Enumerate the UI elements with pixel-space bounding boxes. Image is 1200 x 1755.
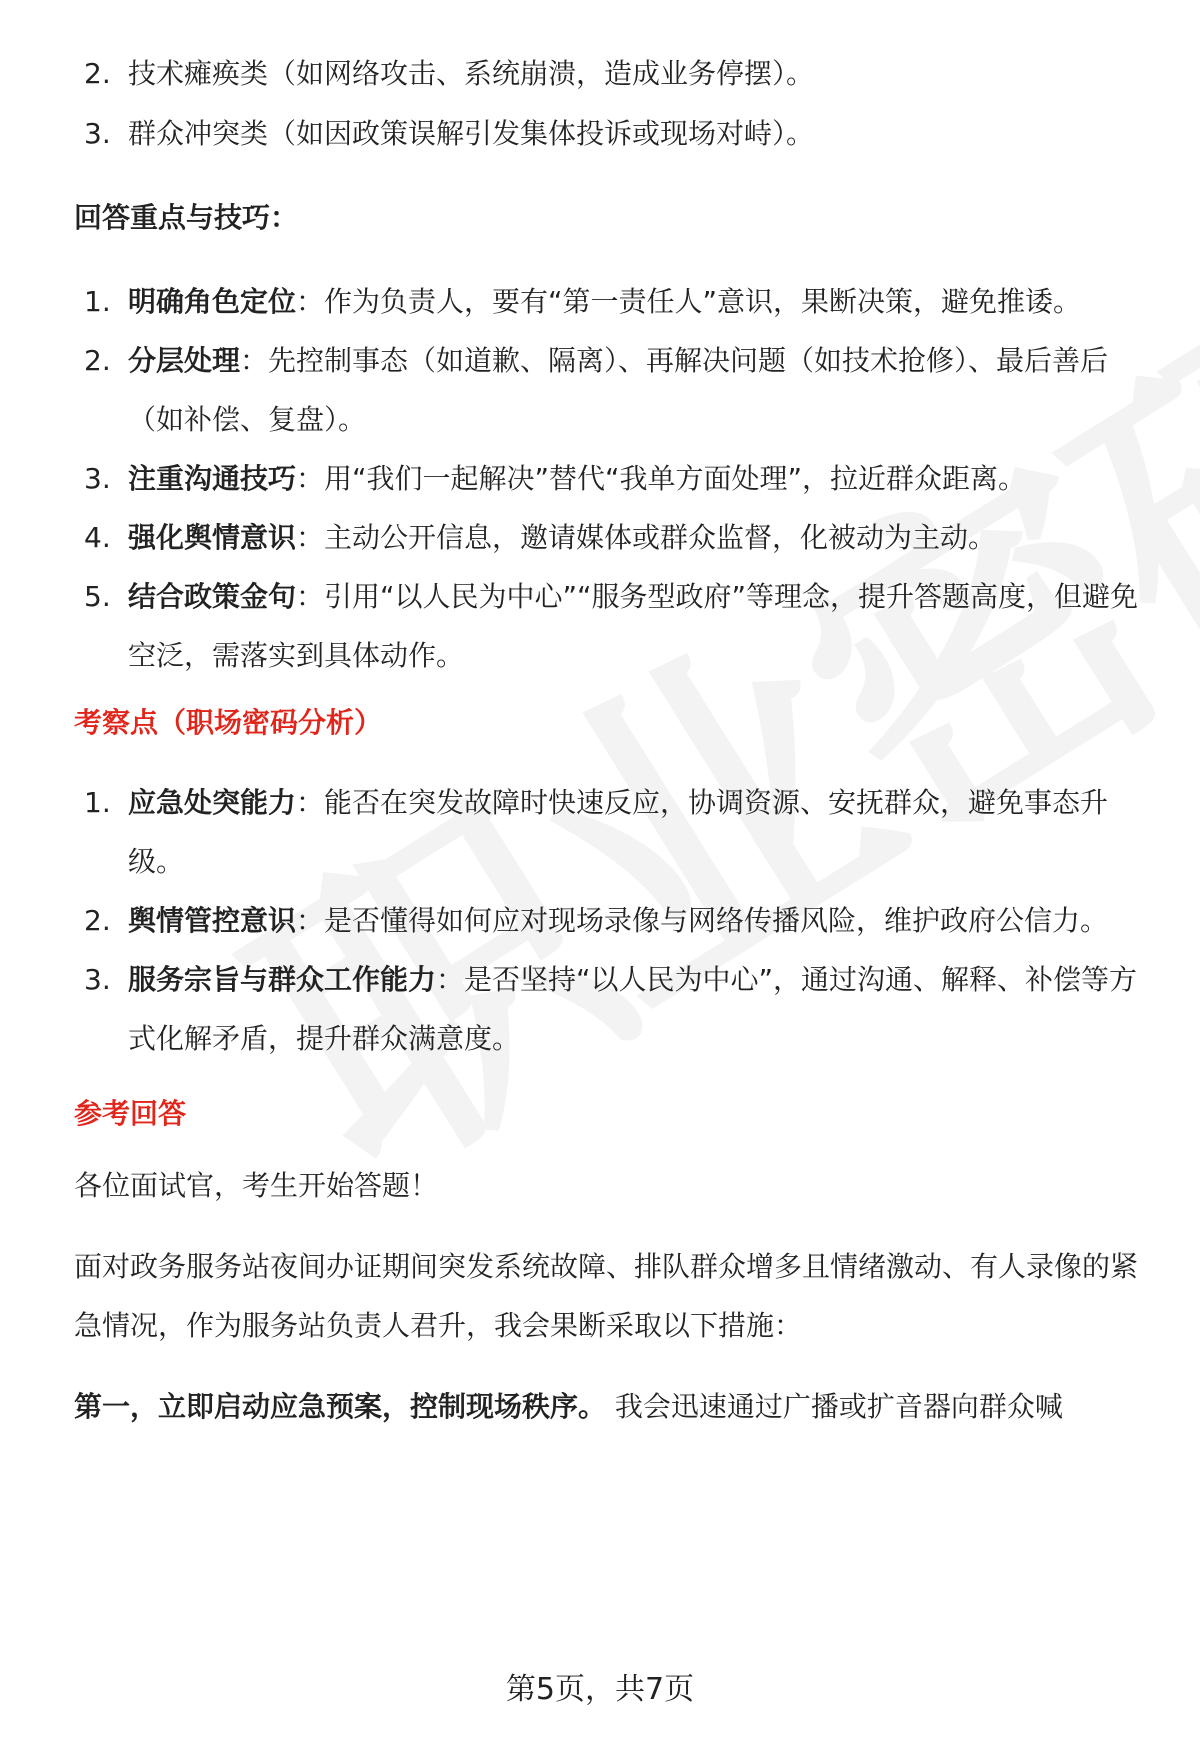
- list-item: [74, 331, 1144, 449]
- exam-list: [74, 773, 1144, 1068]
- list-title: 明确角色定位: [128, 285, 297, 318]
- list-text: ：先控制事态（如道歉、隔离）、再解决问题（如技术抢修）、最后善后（如补偿、复盘）。: [128, 344, 1109, 436]
- first-point-title: 第一，立即启动应急预案，控制现场秩序。: [74, 1390, 607, 1423]
- list-number: 4.: [84, 521, 111, 554]
- list-title: 舆情管控意识: [128, 904, 297, 937]
- list-title: 分层处理: [128, 344, 241, 377]
- list-text: 技术瘫痪类（如网络攻击、系统崩溃，造成业务停摆）。: [128, 57, 815, 90]
- page-footer: 第5页，共7页: [505, 1672, 695, 1707]
- list-number: 1.: [84, 285, 111, 318]
- list-item: [74, 950, 1144, 1068]
- list-text: 群众冲突类（如因政策误解引发集体投诉或现场对峙）。: [128, 117, 815, 150]
- document-page: [74, 58, 1144, 1436]
- first-point-text: 我会迅速通过广播或扩音器向群众喊: [614, 1390, 1063, 1423]
- list-title: 应急处突能力: [128, 786, 297, 819]
- list-number: 1.: [84, 786, 111, 819]
- answer-heading: 参考回答: [74, 1097, 187, 1130]
- answer-intro: 各位面试官，考生开始答题！: [74, 1169, 439, 1202]
- tips-heading: 回答重点与技巧：: [74, 201, 299, 234]
- list-title: 强化舆情意识: [128, 521, 297, 554]
- list-text: ：是否坚持“以人民为中心”，通过沟通、解释、补偿等方式化解矛盾，提升群众满意度。: [128, 963, 1138, 1055]
- list-number: 2.: [84, 344, 111, 377]
- answer-paragraph: 面对政务服务站夜间办证期间突发系统故障、排队群众增多且情绪激动、有人录像的紧急情况，作为服务站负责人君升，我会果断采取以下措施：: [74, 1250, 1139, 1342]
- list-item: [74, 891, 1144, 950]
- list-number: 3.: [84, 963, 111, 996]
- list-text: ：是否懂得如何应对现场录像与网络传播风险，维护政府公信力。: [296, 904, 1109, 937]
- list-item: [74, 272, 1144, 331]
- list-text: ：作为负责人，要有“第一责任人”意识，果断决策，避免推诿。: [296, 285, 1082, 318]
- list-number: 2.: [84, 57, 111, 90]
- list-text: ：用“我们一起解决”替代“我单方面处理”，拉近群众距离。: [296, 462, 1027, 495]
- list-item: [74, 44, 1144, 104]
- list-number: 5.: [84, 580, 111, 613]
- top-list: [74, 44, 1144, 164]
- exam-heading: 考察点（职场密码分析）: [74, 706, 383, 739]
- list-title: 服务宗旨与群众工作能力: [128, 963, 437, 996]
- tips-list: [74, 272, 1144, 685]
- list-number: 3.: [84, 117, 111, 150]
- list-text: ：引用“以人民为中心”“服务型政府”等理念，提升答题高度，但避免空泛，需落实到具体动作。: [128, 580, 1139, 672]
- list-title: 结合政策金句: [128, 580, 297, 613]
- list-item: [74, 449, 1144, 508]
- list-title: 注重沟通技巧: [128, 462, 297, 495]
- list-item: [74, 508, 1144, 567]
- answer-first-point: [74, 1377, 1144, 1436]
- list-number: 3.: [84, 462, 111, 495]
- list-item: [74, 104, 1144, 164]
- list-item: [74, 567, 1144, 685]
- list-text: ：主动公开信息，邀请媒体或群众监督，化被动为主动。: [296, 521, 997, 554]
- list-number: 2.: [84, 904, 111, 937]
- list-item: [74, 773, 1144, 891]
- list-text: ：能否在突发故障时快速反应，协调资源、安抚群众，避免事态升级。: [128, 786, 1109, 878]
